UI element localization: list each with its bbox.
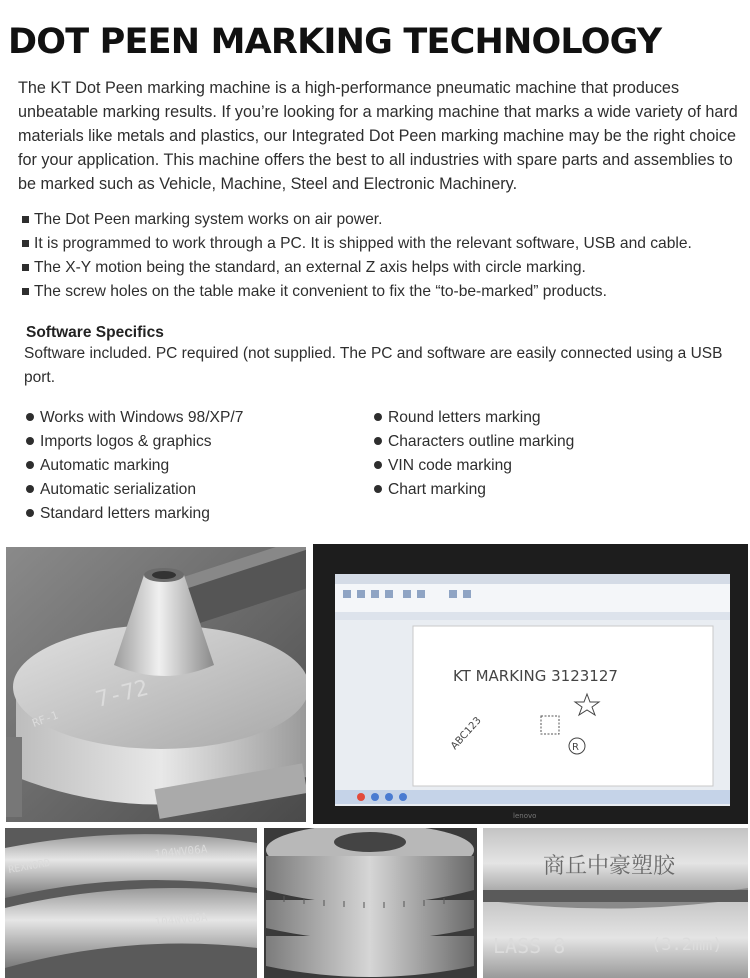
svg-text:商丘中豪塑胶: 商丘中豪塑胶 <box>543 854 676 879</box>
dot-bullet-icon <box>374 437 382 445</box>
svg-text:104WV06A: 104WV06A <box>153 910 209 929</box>
list-item: VIN code marking <box>374 454 574 478</box>
svg-text:REXNORD: REXNORD <box>7 857 52 876</box>
list-item: Works with Windows 98/XP/7 <box>26 406 243 430</box>
svg-text:(3.2mm): (3.2mm) <box>651 935 723 955</box>
list-item: Characters outline marking <box>374 430 574 454</box>
page-title: DOT PEEN MARKING TECHNOLOGY <box>8 22 662 62</box>
feature-list <box>22 208 750 304</box>
list-item: Chart marking <box>374 478 574 502</box>
photo-marked-flange <box>6 547 306 822</box>
dot-bullet-icon <box>26 485 34 493</box>
intro-paragraph: The KT Dot Peen marking machine is a high-performance pneumatic machine that produces unbeatable marking results. If you’re looking for a marking machine that marks a wide variety of hard materials like metals and plastics, our Integrated Dot Peen marking machine may be the right choice for your application. This machine offers the best to all industries with spare parts and assemblies to be marked such as Vehicle, Machine, Steel and Electronic Machinery. <box>18 79 738 193</box>
svg-text:KT MARKING 3123127: KT MARKING 3123127 <box>453 667 618 685</box>
software-description: Software included. PC required (not supplied. The PC and software are easily connected using a USB port. <box>24 345 723 386</box>
svg-text:R: R <box>572 742 579 753</box>
capability-list-right <box>374 406 574 502</box>
list-item: Round letters marking <box>374 406 574 430</box>
svg-text:LASS 8: LASS 8 <box>493 934 566 958</box>
list-item: Automatic serialization <box>26 478 243 502</box>
list-item: Automatic marking <box>26 454 243 478</box>
svg-text:7-72: 7-72 <box>93 675 151 713</box>
feature-item: It is programmed to work through a PC. It is shipped with the relevant software, USB and cable. <box>22 232 750 256</box>
dot-bullet-icon <box>374 485 382 493</box>
square-bullet-icon <box>22 288 29 295</box>
photo-marking-software-screen <box>313 544 748 824</box>
dot-bullet-icon <box>374 413 382 421</box>
dot-bullet-icon <box>26 437 34 445</box>
dot-bullet-icon <box>26 413 34 421</box>
svg-text:RF-1: RF-1 <box>30 708 60 730</box>
feature-item: The Dot Peen marking system works on air power. <box>22 208 750 232</box>
dot-bullet-icon <box>374 461 382 469</box>
dot-bullet-icon <box>26 509 34 517</box>
svg-text:ABC123: ABC123 <box>449 715 484 753</box>
svg-text:104WV06A: 104WV06A <box>153 842 209 861</box>
photo-marked-ring-edge <box>5 828 257 978</box>
list-item: Imports logos & graphics <box>26 430 243 454</box>
svg-text:lenovo: lenovo <box>513 812 537 820</box>
photo-stacked-flanges <box>264 828 477 978</box>
square-bullet-icon <box>22 240 29 247</box>
feature-item: The X-Y motion being the standard, an external Z axis helps with circle marking. <box>22 256 750 280</box>
feature-item: The screw holes on the table make it convenient to fix the “to-be-marked” products. <box>22 280 750 304</box>
photo-marked-plate-characters <box>483 828 748 978</box>
software-heading: Software Specifics <box>26 324 164 341</box>
list-item: Standard letters marking <box>26 502 243 526</box>
square-bullet-icon <box>22 264 29 271</box>
dot-bullet-icon <box>26 461 34 469</box>
capability-list-left <box>26 406 243 526</box>
square-bullet-icon <box>22 216 29 223</box>
